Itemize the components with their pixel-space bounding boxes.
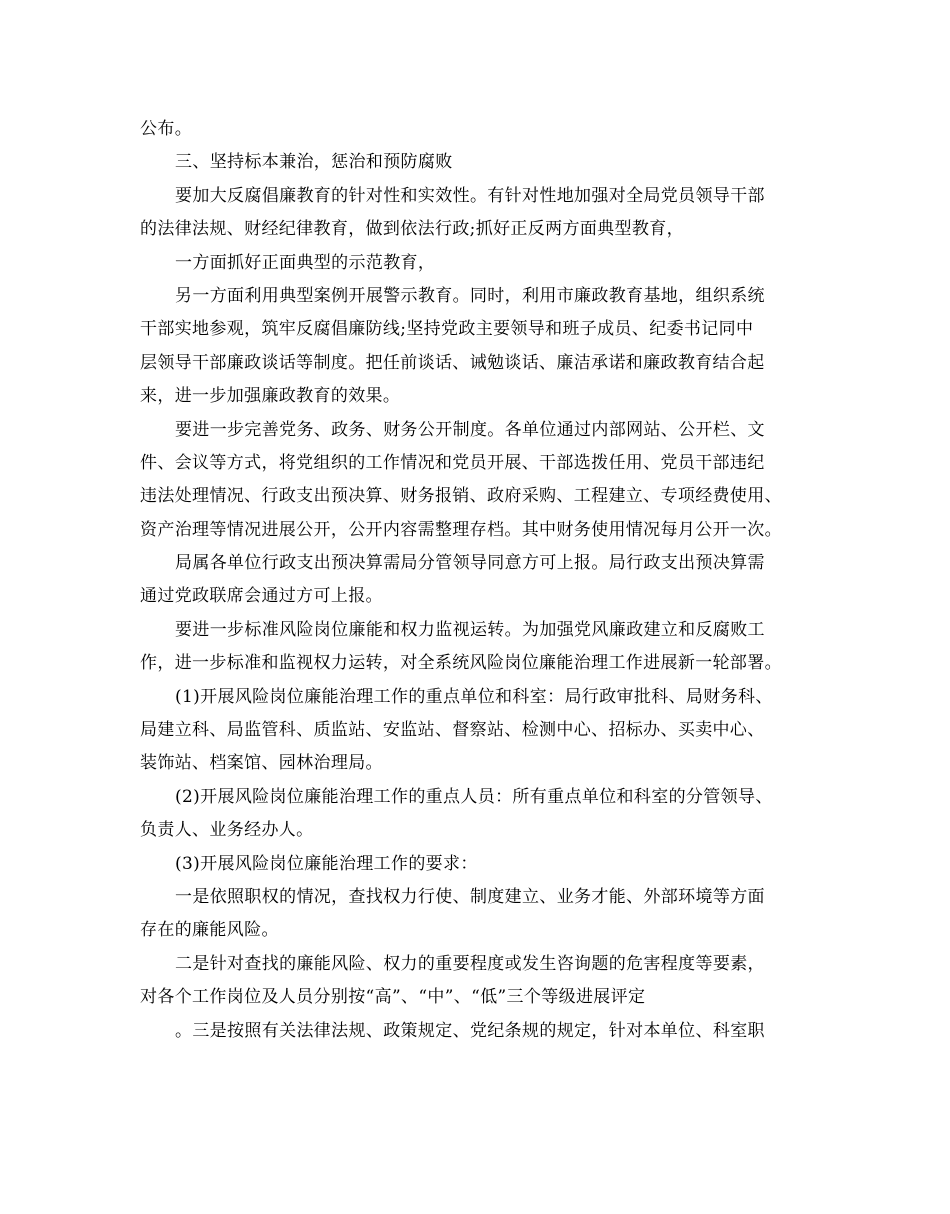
text-line: 资产治理等情况进展公开，公开内容需整理存档。其中财务使用情况每月公开一次。	[140, 519, 782, 540]
text-line: 通过党政联席会通过方可上报。	[140, 586, 383, 607]
text-line: 违法处理情况、行政支出预决算、财务报销、政府采购、工程建立、专项经费使用、	[140, 486, 782, 507]
text-line: 来，进一步加强廉政教育的效果。	[140, 386, 401, 407]
text-line: 一方面抓好正面典型的示范教育，	[175, 252, 436, 273]
text-line: 要加大反腐倡廉教育的针对性和实效性。有针对性地加强对全局党员领导干部	[175, 185, 765, 206]
text-line: 局建立科、局监管科、质监站、安监站、督察站、检测中心、招标办、买卖中心、	[140, 720, 765, 741]
text-line: 公布。	[140, 119, 193, 139]
text-line: (2)开展风险岗位廉能治理工作的重点人员：所有重点单位和科室的分管领导、	[175, 786, 773, 807]
text-line: 层领导干部廉政谈话等制度。把任前谈话、诫勉谈话、廉洁承诺和廉政教育结合起	[140, 352, 765, 373]
text-line: 作，进一步标准和监视权力运转，对全系统风险岗位廉能治理工作进展新一轮部署。	[140, 653, 782, 674]
text-line: 负责人、业务经办人。	[140, 820, 314, 841]
text-line: 干部实地参观，筑牢反腐倡廉防线;坚持党政主要领导和班子成员、纪委书记同中	[140, 319, 754, 340]
text-line: 对各个工作岗位及人员分别按“高”、“中”、“低”三个等级进展评定	[140, 987, 646, 1008]
text-line: 的法律法规、财经纪律教育，做到依法行政;抓好正反两方面典型教育，	[140, 219, 684, 240]
document-body	[140, 113, 830, 1048]
text-line: 三、坚持标本兼治，惩治和预防腐败	[175, 152, 453, 173]
text-line: (3)开展风险岗位廉能治理工作的要求：	[175, 853, 478, 874]
text-line: 件、会议等方式，将党组织的工作情况和党员开展、干部选拨任用、党员干部违纪	[140, 452, 765, 473]
text-line: 要进一步标准风险岗位廉能和权力监视运转。为加强党风廉政建立和反腐败工	[175, 619, 765, 640]
text-line: (1)开展风险岗位廉能治理工作的重点单位和科室：局行政审批科、局财务科、	[175, 686, 773, 707]
text-line: 要进一步完善党务、政务、财务公开制度。各单位通过内部网站、公开栏、文	[175, 419, 765, 440]
text-line: 另一方面利用典型案例开展警示教育。同时，利用市廉政教育基地，组织系统	[175, 285, 765, 306]
text-line: 装饰站、档案馆、园林治理局。	[140, 753, 383, 774]
text-line: 二是针对查找的廉能风险、权力的重要程度或发生咨询题的危害程度等要素，	[175, 953, 765, 974]
text-line: 。三是按照有关法律法规、政策规定、党纪条规的规定，针对本单位、科室职	[175, 1020, 765, 1041]
text-line: 一是依照职权的情况，查找权力行使、制度建立、业务才能、外部环境等方面	[175, 886, 765, 907]
text-line: 存在的廉能风险。	[140, 920, 279, 941]
text-line: 局属各单位行政支出预决算需局分管领导同意方可上报。局行政支出预决算需	[175, 553, 765, 574]
